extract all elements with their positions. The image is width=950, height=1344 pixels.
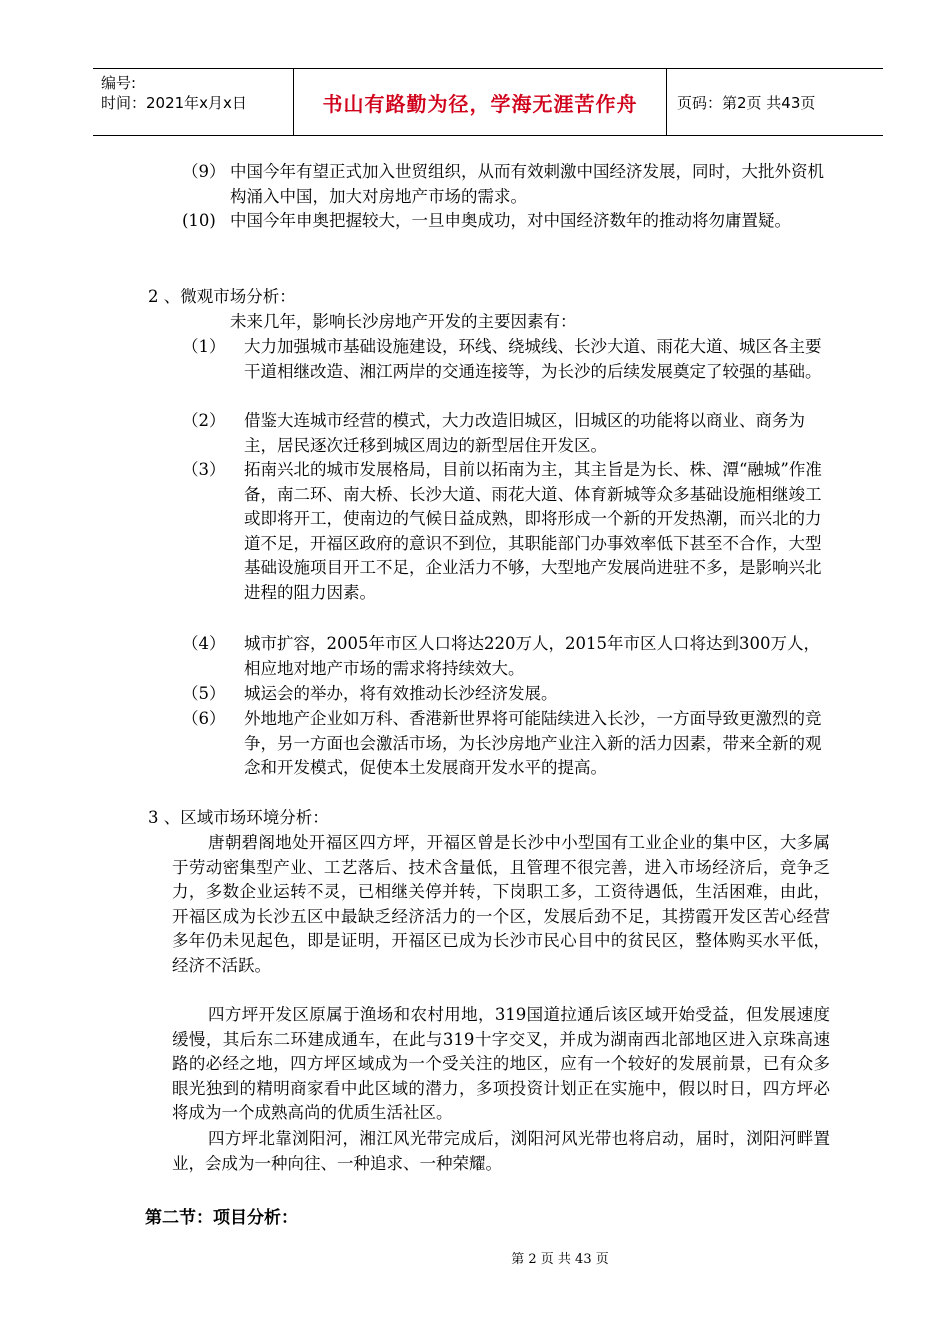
list-item-text: 借鉴大连城市经营的模式，大力改造旧城区，旧城区的功能将以商业、商务为主，居民逐次迁移到城区周边的新型居住开发区。 [244,411,805,455]
list-number: （9） [182,162,226,181]
list-item-text: 城市扩容，2005年市区人口将达220万人，2015年市区人口将达到300万人，相应地对地产市场的需求将持续效大。 [244,634,820,678]
section-heading: 2 、微观市场分析： [148,287,296,306]
list-item-text: 拓南兴北的城市发展格局，目前以拓南为主，其主旨是为长、株、潭“融城”作准备，南二环、南大桥、长沙大道、雨花大道、体育新城等众多基础设施相继竣工或即将开工，使南边的气候日益成熟，即将形成一个新的开发热潮，而兴北的力道不足，开福区政府的意识不到位，其职能部门办事效率低下甚至不合作，大型基础设施项目开工不足，企业活力不够，大型地产发展尚进驻不多，是影响兴北进程的阻力因素。 [244,460,822,602]
list-item-text: 中国今年有望正式加入世贸组织，从而有效刺激中国经济发展，同时，大批外资机构涌入中国，加大对房地产市场的需求。 [230,162,824,206]
header-meta [93,69,294,135]
time-label: 时间：2021年x月x日 [101,94,247,112]
paragraph: 四方坪北靠浏阳河，湘江风光带完成后，浏阳河风光带也将启动，届时，浏阳河畔置业，会成为一种向往、一种追求、一种荣耀。 [172,1129,830,1173]
paragraph: 唐朝碧阁地处开福区四方坪，开福区曾是长沙中小型国有工业企业的集中区，大多属于劳动密集型产业、工艺落后、技术含量低，且管理不很完善，进入市场经济后，竞争乏力，多数企业运转不灵，已相继关停并转，下岗职工多，工资待遇低，生活困难，由此，开福区成为长沙五区中最缺乏经济活力的一个区，发展后劲不足，其捞霞开发区苦心经营多年仍未见起色，即是证明，开福区已成为长沙市民心目中的贫民区，整体购买水平低，经济不活跃。 [172,833,830,975]
list-number: (10) [182,211,216,230]
paragraph: 四方坪开发区原属于渔场和农村用地，319国道拉通后该区域开始受益，但发展速度缓慢，其后东二环建成通车，在此与319十字交叉，并成为湖南西北部地区进入京珠高速路的必经之地，四方坪区域成为一个受关注的地区，应有一个较好的发展前景，已有众多眼光独到的精明商家看中此区域的潜力，多项投资计划正在实施中，假以时日，四方坪必将成为一个成熟高尚的优质生活社区。 [172,1005,830,1123]
page-header [93,68,883,136]
list-number: （4） [182,634,226,653]
section-intro: 未来几年，影响长沙房地产开发的主要因素有： [230,312,577,331]
list-number: （1） [182,337,226,356]
list-number: （6） [182,709,226,728]
code-label: 编号: [101,74,137,92]
list-item-text: 城运会的举办，将有效推动长沙经济发展。 [244,684,558,703]
list-number: （3） [182,460,226,479]
header-motto: 书山有路勤为径，学海无涯苦作舟 [294,69,667,135]
page-footer: 第 2 页 共 43 页 [511,1252,609,1267]
section-heading: 3 、区域市场环境分析： [148,808,329,827]
section-title: 第二节：项目分析： [145,1208,298,1228]
list-number: （2） [182,411,226,430]
header-page-info: 页码：第2页 共43页 [677,93,816,112]
list-item-text: 大力加强城市基础设施建设，环线、绕城线、长沙大道、雨花大道、城区各主要干道相继改造、湘江两岸的交通连接等，为长沙的后续发展奠定了较强的基础。 [244,337,822,381]
list-item-text: 中国今年申奥把握较大，一旦申奥成功，对中国经济数年的推动将勿庸置疑。 [230,211,791,230]
list-number: （5） [182,684,226,703]
list-item-text: 外地地产企业如万科、香港新世界将可能陆续进入长沙，一方面导致更激烈的竞争，另一方面也会激活市场，为长沙房地产业注入新的活力因素，带来全新的观念和开发模式，促使本土发展商开发水平的提高。 [244,709,822,778]
